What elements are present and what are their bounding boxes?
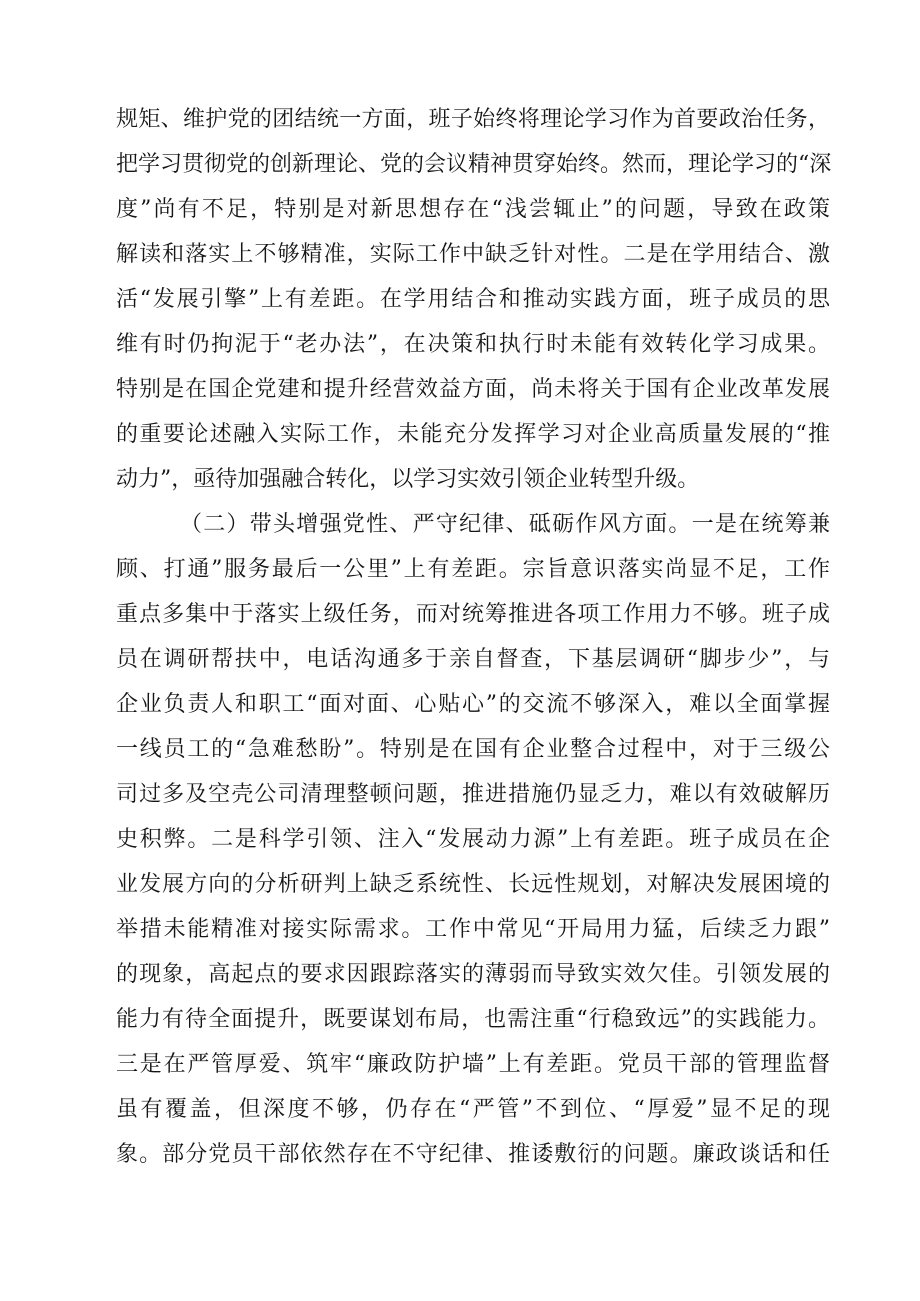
body-text: [116, 97, 830, 1177]
text-line: 象。部分党员干部依然存在不守纪律、推诿敷衍的问题。廉政谈话和任: [116, 1142, 830, 1167]
text-line: 举措未能精准对接实际需求。工作中常见“开局用力猛，后续乏力跟”: [116, 917, 830, 942]
text-line: 度”尚有不足，特别是对新思想存在“浅尝辄止”的问题，导致在政策: [116, 197, 830, 222]
text-line: 史积弊。二是科学引领、注入“发展动力源”上有差距。班子成员在企: [116, 827, 830, 852]
text-line: 维有时仍拘泥于“老办法”，在决策和执行时未能有效转化学习成果。: [116, 332, 830, 357]
text-line: 三是在严管厚爱、筑牢“廉政防护墙”上有差距。党员干部的管理监督: [116, 1052, 830, 1077]
text-line: 动力”，亟待加强融合转化，以学习实效引领企业转型升级。: [116, 467, 700, 492]
text-line: 业发展方向的分析研判上缺乏系统性、长远性规划，对解决发展困境的: [116, 872, 830, 897]
section-heading-line: （二）带头增强党性、严守纪律、砥砺作风方面。一是在统筹兼: [180, 512, 830, 537]
text-line: 解读和落实上不够精准，实际工作中缺乏针对性。二是在学用结合、激: [116, 242, 830, 267]
text-line: 活“发展引擎”上有差距。在学用结合和推动实践方面，班子成员的思: [116, 287, 830, 312]
text-line: 一线员工的“急难愁盼”。特别是在国有企业整合过程中，对于三级公: [116, 737, 830, 762]
text-line: 的现象，高起点的要求因跟踪落实的薄弱而导致实效欠佳。引领发展的: [116, 962, 830, 987]
text-line: 特别是在国企党建和提升经营效益方面，尚未将关于国有企业改革发展: [116, 377, 830, 402]
paragraph-1: [116, 97, 830, 502]
text-line: 把学习贯彻党的创新理论、党的会议精神贯穿始终。然而，理论学习的“深: [116, 152, 832, 177]
text-line: 能力有待全面提升，既要谋划布局，也需注重“行稳致远”的实践能力。: [116, 1007, 830, 1032]
text-line: 重点多集中于落实上级任务，而对统筹推进各项工作用力不够。班子成: [116, 602, 830, 627]
paragraph-2: [116, 502, 830, 1177]
text-line: 企业负责人和职工“面对面、心贴心”的交流不够深入，难以全面掌握: [116, 692, 830, 717]
text-line: 员在调研帮扶中，电话沟通多于亲自督查，下基层调研“脚步少”，与: [116, 647, 830, 672]
text-line: 司过多及空壳公司清理整顿问题，推进措施仍显乏力，难以有效破解历: [116, 782, 830, 807]
text-line: 规矩、维护党的团结统一方面，班子始终将理论学习作为首要政治任务，: [116, 107, 830, 132]
text-line: 虽有覆盖，但深度不够，仍存在“严管”不到位、“厚爱”显不足的现: [116, 1097, 830, 1122]
text-line: 顾、打通”服务最后一公里”上有差距。宗旨意识落实尚显不足，工作: [116, 557, 830, 582]
text-line: 的重要论述融入实际工作，未能充分发挥学习对企业高质量发展的“推: [116, 422, 830, 447]
